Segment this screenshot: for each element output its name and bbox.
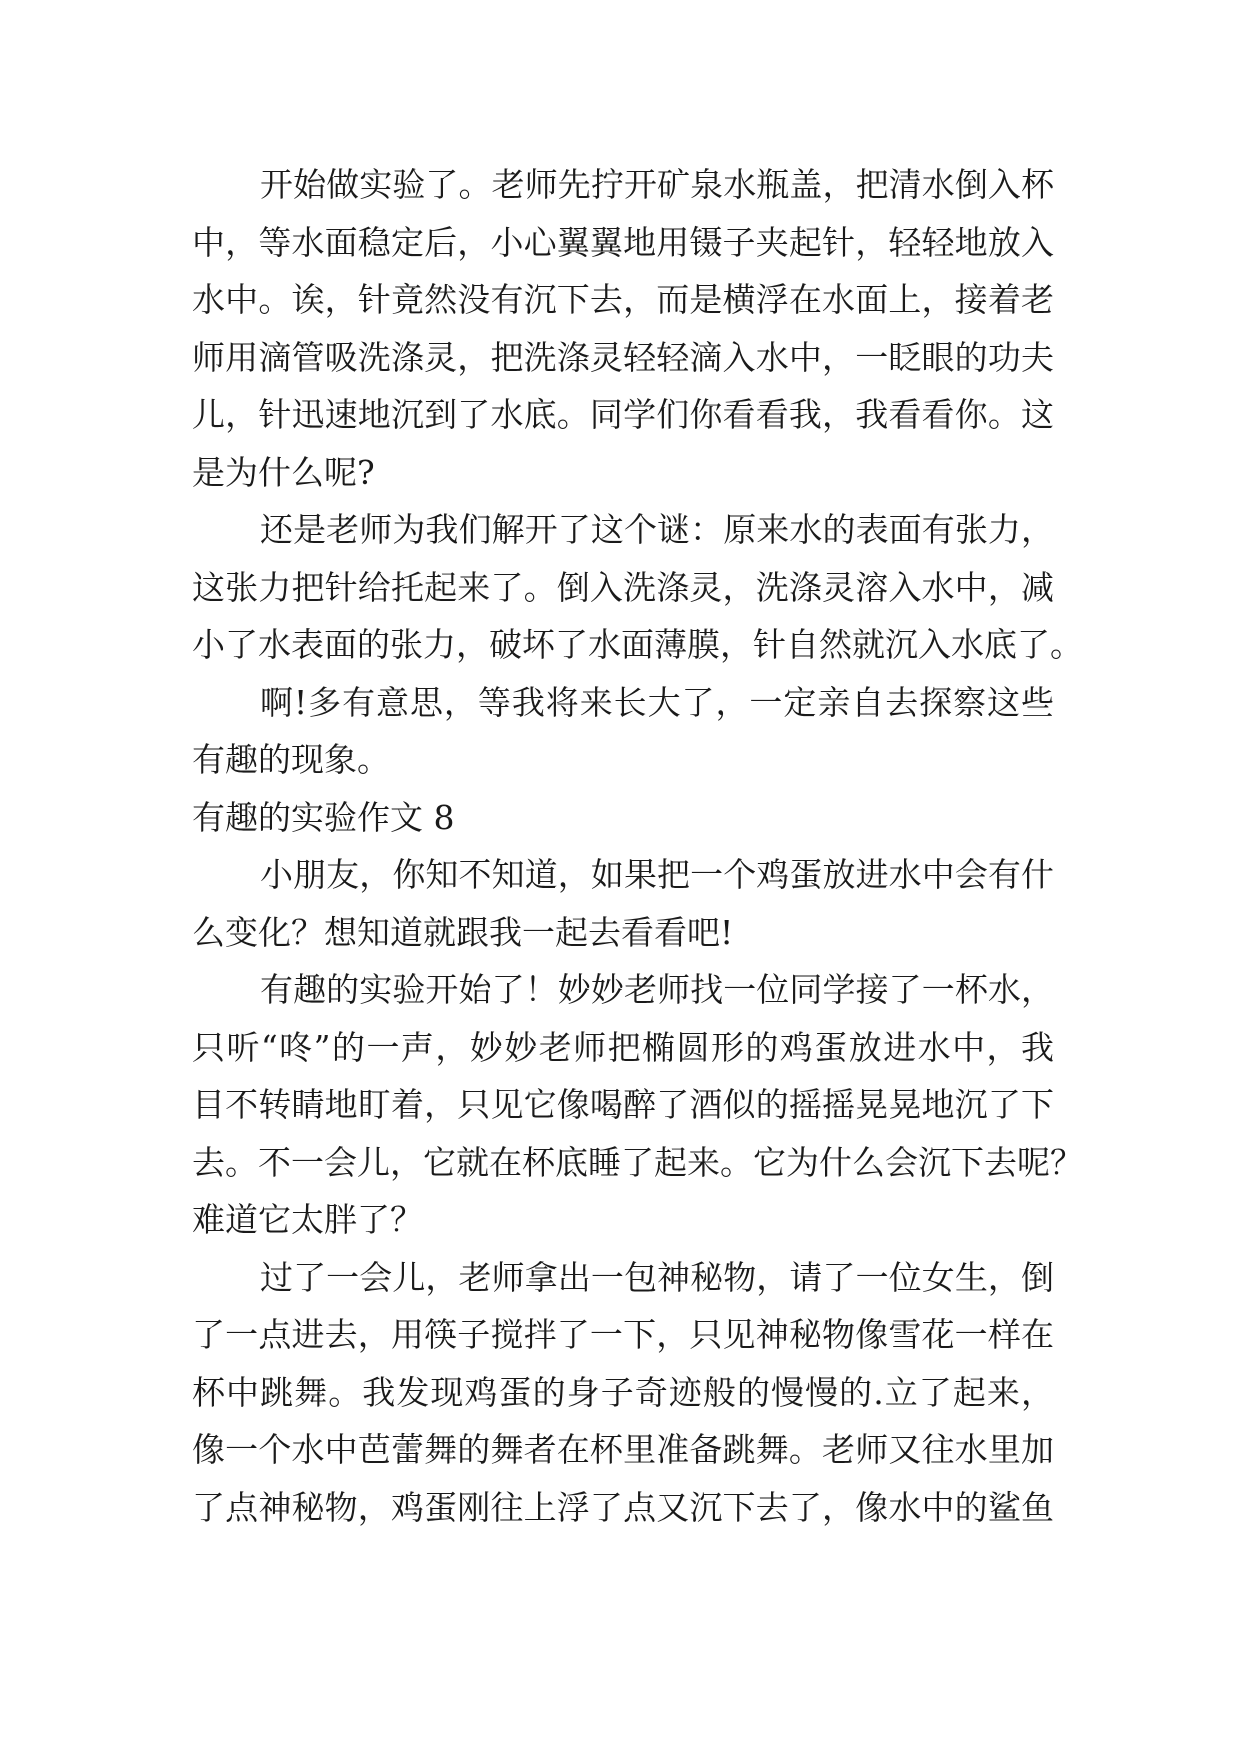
text-line: 了点神秘物，鸡蛋刚往上浮了点又沉下去了，像水中的鲨鱼 [192,1487,1054,1527]
section-heading: 有趣的实验作文 8 [192,797,455,837]
text-line: 这张力把针给托起来了。倒入洗涤灵，洗涤灵溶入水中，减 [192,567,1054,607]
text-line: 了一点进去，用筷子搅拌了一下，只见神秘物像雪花一样在 [192,1315,1054,1354]
text-line: 有趣的实验开始了！妙妙老师找一位同学接了一杯水， [260,970,1054,1009]
text-line: 有趣的现象。 [192,740,390,779]
text-line: 还是老师为我们解开了这个谜：原来水的表面有张力， [260,510,1054,549]
text-line: 难道它太胖了？ [192,1200,423,1239]
text-line: 儿，针迅速地沉到了水底。同学们你看看我，我看看你。这 [192,395,1054,434]
text-line: 过了一会儿，老师拿出一包神秘物，请了一位女生，倒 [260,1257,1054,1297]
text-line: 只听“咚”的一声，妙妙老师把椭圆形的鸡蛋放进水中，我 [192,1027,1054,1067]
text-line: 是为什么呢? [192,452,375,492]
text-line: 么变化？想知道就跟我一起去看看吧! [192,912,734,952]
document-body [192,156,1083,1536]
text-line: 啊!多有意思，等我将来长大了，一定亲自去探察这些 [260,682,1054,722]
text-line: 水中。诶，针竟然没有沉下去，而是横浮在水面上，接着老 [192,280,1054,319]
text-line: 像一个水中芭蕾舞的舞者在杯里准备跳舞。老师又往水里加 [192,1430,1054,1469]
text-line: 中，等水面稳定后，小心翼翼地用镊子夹起针，轻轻地放入 [192,222,1054,262]
text-line: 开始做实验了。老师先拧开矿泉水瓶盖，把清水倒入杯 [260,165,1054,204]
text-line: 去。不一会儿，它就在杯底睡了起来。它为什么会沉下去呢？ [192,1142,1083,1182]
text-line: 小朋友，你知不知道，如果把一个鸡蛋放进水中会有什 [260,855,1054,894]
text-line: 小了水表面的张力，破坏了水面薄膜，针自然就沉入水底了。 [192,625,1083,664]
text-line: 师用滴管吸洗涤灵，把洗涤灵轻轻滴入水中，一眨眼的功夫 [192,337,1054,377]
text-line: 目不转睛地盯着，只见它像喝醉了酒似的摇摇晃晃地沉了下 [192,1085,1054,1124]
text-line: 杯中跳舞。我发现鸡蛋的身子奇迹般的慢慢的.立了起来， [192,1372,1054,1412]
